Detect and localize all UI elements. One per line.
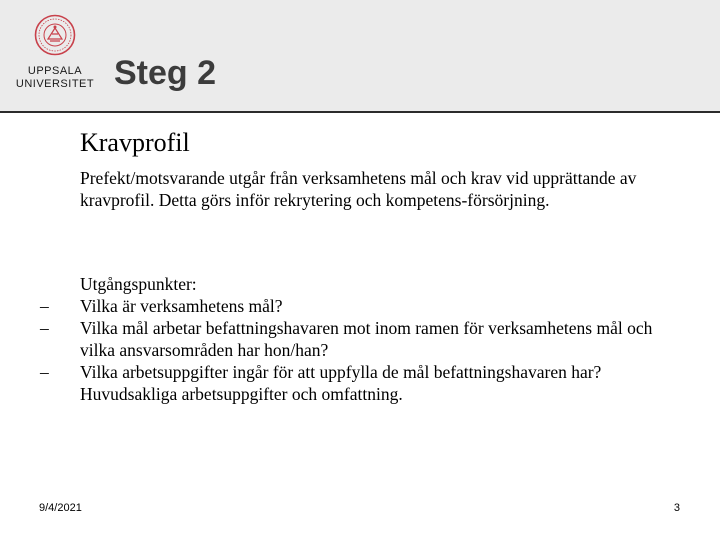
list-lead: Utgångspunkter: [80,274,197,294]
page-number: 3 [673,502,680,514]
slide-title: Steg 2 [114,54,217,92]
list-item-text: Vilka arbetsuppgifter ingår för att uppfylla de mål befattningshavaren har? Huvudsakliga arbetsuppgifter och omfattning. [80,362,602,404]
footer-date: 9/4/2021 [39,502,82,514]
section-heading: Kravprofil [80,128,190,157]
list-item [40,317,680,361]
list-item-text: Vilka är verksamhetens mål? [80,296,283,316]
logo-text-uppsala: UPPSALA [27,65,83,77]
list-item-text: Vilka mål arbetar befattningshavaren mot inom ramen för verksamhetens mål och vilka ansvarsområden har hon/han? [80,318,653,360]
logo-text-universitet: UNIVERSITET [15,78,95,90]
list-item [40,361,680,405]
university-logo [14,14,96,94]
dash-bullet: – [40,318,49,338]
criteria-list [40,295,680,405]
university-seal-icon [34,14,76,56]
list-item [40,295,680,317]
intro-paragraph: Prefekt/motsvarande utgår från verksamhetens mål och krav vid upprättande av kravprofil. Detta görs inför rekrytering och kompetens-försörjning. [80,168,637,210]
dash-bullet: – [40,362,49,382]
slide-header [0,0,720,113]
dash-bullet: – [40,296,49,316]
